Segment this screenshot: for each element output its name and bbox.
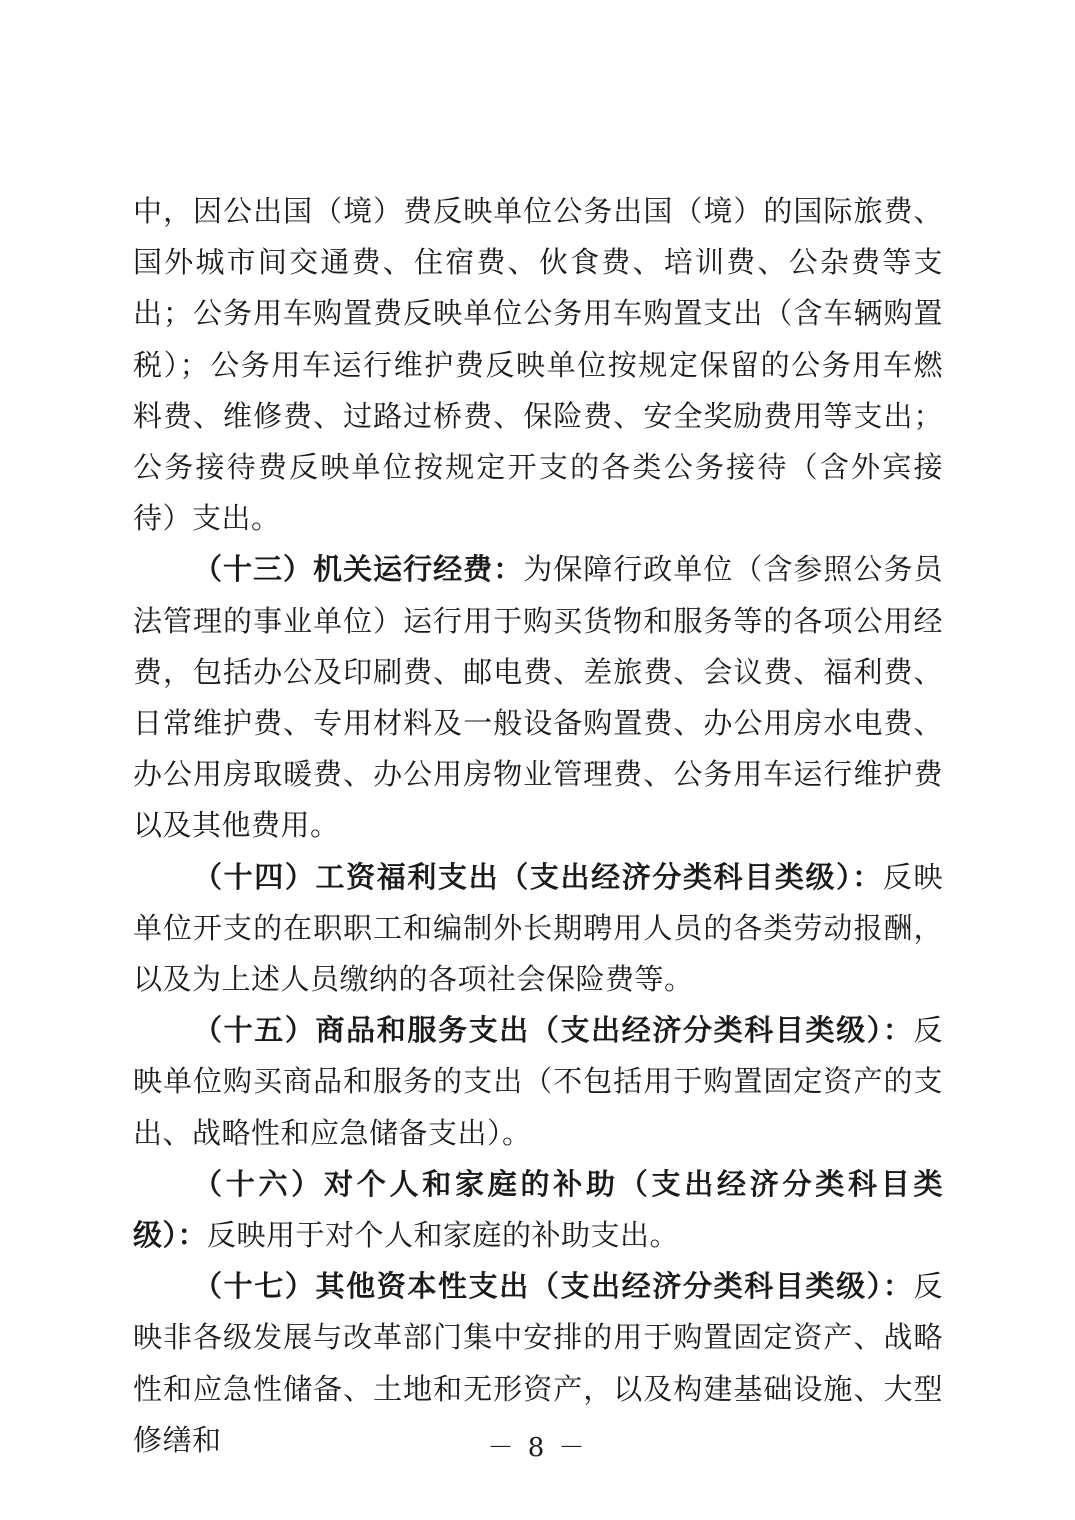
paragraph-body: 反映单位开支的在职职工和编制外长期聘用人员的各类劳动报酬，以及为上述人员缴纳的各项社会保险费等。 (133, 859, 943, 997)
paragraph-body: 反映用于对个人和家庭的补助支出。 (207, 1218, 680, 1253)
paragraph-heading: （十六）对个人和家庭的补助（支出经济分类科目类级）： (133, 1166, 943, 1253)
paragraph-heading: （十三）机关运行经费： (193, 552, 524, 587)
page-number: － 8 － (487, 1433, 588, 1463)
paragraph-heading: （十七）其他资本性支出（支出经济分类科目类级）： (193, 1269, 914, 1304)
paragraph-14-wages-and-benefits (133, 852, 943, 1006)
document-body (133, 186, 943, 1466)
paragraph-body: 为保障行政单位（含参照公务员法管理的事业单位）运行用于购买货物和服务等的各项公用经费，包括办公及印刷费、邮电费、差旅费、会议费、福利费、日常维护费、专用材料及一般设备购置费、办公用房水电费、办公用房取暖费、办公用房物业管理费、公务用车运行维护费以及其他费用。 (133, 552, 943, 843)
paragraph-16-subsidies-to-individuals (133, 1159, 943, 1261)
paragraph-body: 中，因公出国（境）费反映单位公务出国（境）的国际旅费、国外城市间交通费、住宿费、伙食费、培训费、公杂费等支出；公务用车购置费反映单位公务用车购置支出（含车辆购置税）；公务用车运行维护费反映单位按规定保留的公务用车燃料费、维修费、过路过桥费、保险费、安全奖励费用等支出；公务接待费反映单位按规定开支的各类公务接待（含外宾接待）支出。 (133, 194, 943, 536)
paragraph-15-goods-and-services (133, 1005, 943, 1159)
paragraph-body: 反映单位购买商品和服务的支出（不包括用于购置固定资产的支出、战略性和应急储备支出）。 (133, 1013, 943, 1150)
paragraph-body: 反映非各级发展与改革部门集中安排的用于购置固定资产、战略性和应急性储备、土地和无形资产，以及构建基础设施、大型修缮和 (133, 1269, 943, 1457)
paragraph-heading: （十五）商品和服务支出（支出经济分类科目类级）： (193, 1013, 914, 1048)
paragraph-continuation (133, 186, 943, 544)
paragraph-13-office-operating-expenses (133, 544, 943, 851)
paragraph-heading: （十四）工资福利支出（支出经济分类科目类级）： (193, 859, 883, 894)
